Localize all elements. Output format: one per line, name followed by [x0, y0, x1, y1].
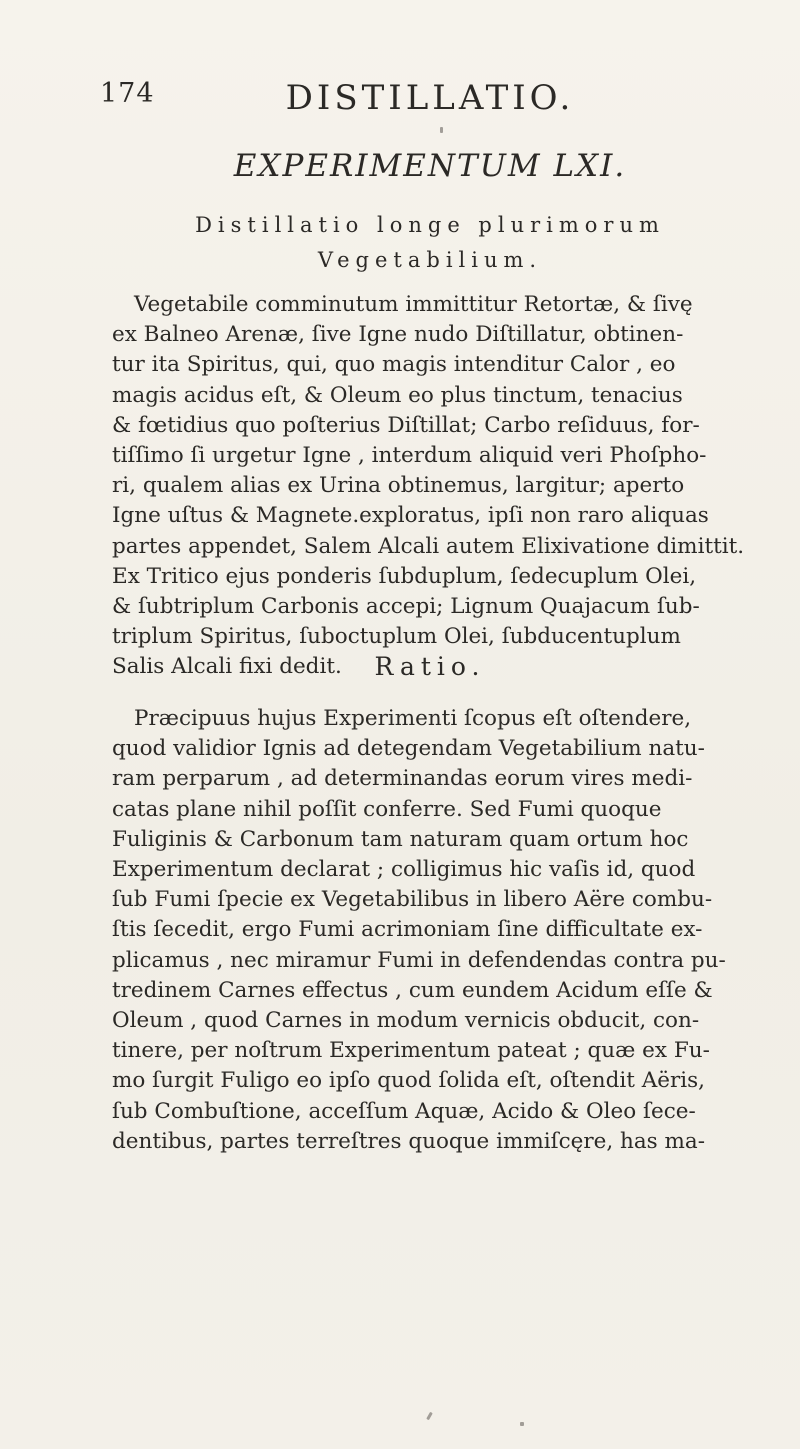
text-line: Præcipuus hujus Experimenti ſcopus eſt oſtendere,: [134, 706, 692, 731]
running-head: DISTILLATIO.: [285, 78, 575, 118]
experiment-subtitle: [100, 208, 760, 278]
text-line: Oleum , quod Carnes in modum vernicis obducit, con-: [112, 1008, 700, 1034]
text-line: ri, qualem alias ex Urina obtinemus, largitur; aperto: [112, 473, 685, 499]
text-line: ex Balneo Arenæ, ſive Igne nudo Diſtillatur, obtinen-: [112, 322, 684, 348]
ratio-heading: Ratio.: [374, 652, 486, 681]
text-line: ſtis ſecedit, ergo Fumi acrimoniam ſine difficultate ex-: [112, 917, 703, 943]
subtitle-line: Distillatio longe plurimorum: [195, 213, 665, 237]
text-line: catas plane nihil poſſit conferre. Sed Fumi quoque: [112, 796, 662, 822]
text-line: Experimentum declarat ; colligimus hic vaſis id, quod: [112, 857, 696, 883]
experiment-title: EXPERIMENTUM LXI.: [233, 148, 627, 184]
text-line: Igne uſtus & Magnete.exploratus, ipſi non raro aliquas: [112, 503, 709, 529]
text-line: Vegetabile comminutum immittitur Retortæ, & ſivę: [134, 292, 693, 317]
text-line: & ſubtriplum Carbonis accepi; Lignum Quajacum ſub-: [112, 594, 700, 620]
text-line: tinere, per noſtrum Experimentum pateat ; quæ ex Fu-: [112, 1038, 710, 1064]
print-speck: [440, 127, 443, 133]
text-line: ſub Combuſtione, acceſſum Aquæ, Acido & Oleo ſece-: [112, 1098, 696, 1124]
text-line: partes appendet, Salem Alcali autem Elixivatione dimittit.: [112, 533, 745, 559]
text-line: Fuliginis & Carbonum tam naturam quam ortum hoc: [112, 826, 689, 852]
text-line: quod validior Ignis ad detegendam Vegetabilium natu-: [112, 736, 705, 762]
text-line: Ex Tritico ejus ponderis ſubduplum, ſedecuplum Olei,: [112, 563, 697, 589]
subtitle-line: Vegetabilium.: [317, 248, 543, 272]
text-line: triplum Spiritus, ſuboctuplum Olei, ſubducentuplum: [112, 624, 681, 650]
text-line: tiſſimo ſi urgetur Igne , interdum aliquid veri Phoſpho-: [112, 443, 707, 469]
text-line: tur ita Spiritus, qui, quo magis intenditur Calor , eo: [112, 352, 676, 378]
print-speck: [520, 1422, 524, 1426]
text-line: & fœtidius quo poſterius Diſtillat; Carbo reſiduus, for-: [112, 412, 700, 438]
text-line: ſub Fumi ſpecie ex Vegetabilibus in libero Aëre combu-: [112, 887, 713, 913]
page-header: [100, 78, 760, 118]
print-speck: [426, 1412, 433, 1420]
page-number: 174: [100, 78, 155, 109]
text-line: tredinem Carnes effectus , cum eundem Acidum eſſe &: [112, 977, 713, 1003]
text-line: magis acidus eſt, & Oleum eo plus tinctum, tenacius: [112, 382, 683, 408]
text-line: Salis Alcali fixi dedit.: [112, 654, 342, 680]
text-line: plicamus , nec miramur Fumi in defendendas contra pu-: [112, 947, 726, 973]
text-line: mo ſurgit Fuligo eo ipſo quod ſolida eſt, oſtendit Aëris,: [112, 1068, 706, 1094]
text-line: dentibus, partes terreſtres quoque immiſcęre, has ma-: [112, 1128, 706, 1154]
experiment-paragraph: [112, 290, 760, 683]
ratio-paragraph: [112, 704, 760, 1157]
text-line: ram perparum , ad determinandas eorum vires medi-: [112, 766, 693, 792]
